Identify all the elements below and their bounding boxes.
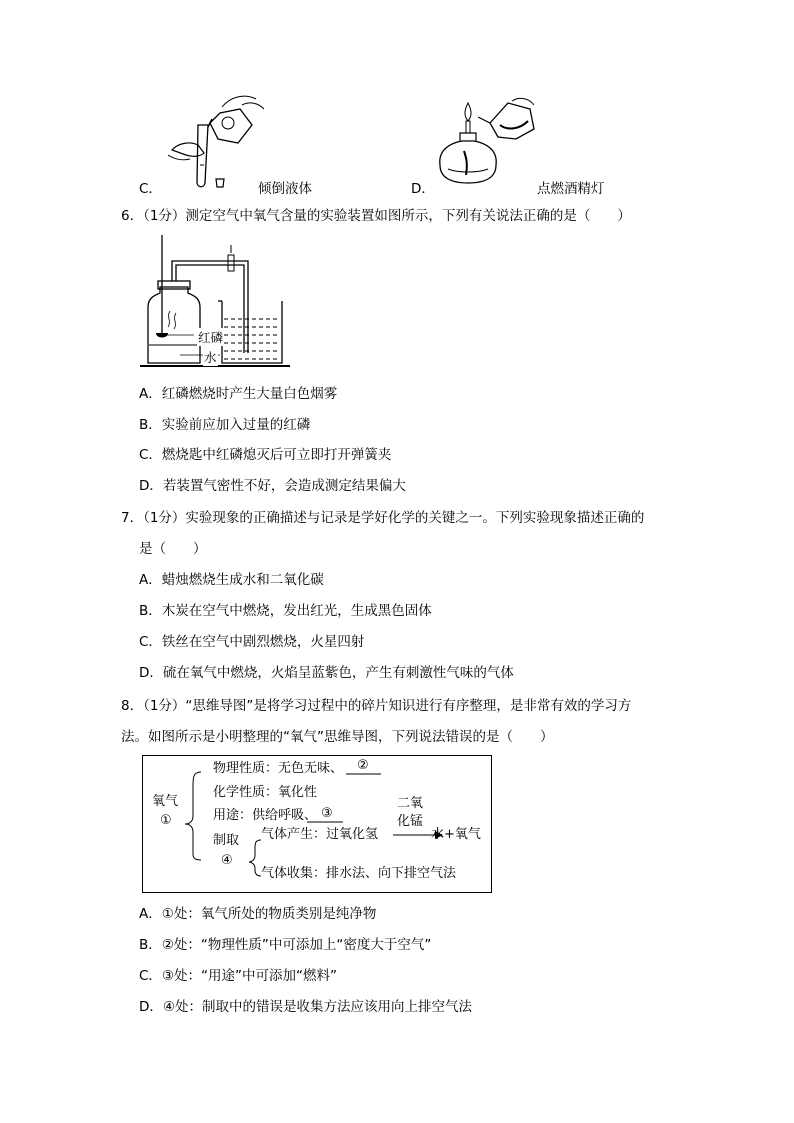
q7-option-b: B．木炭在空气中燃烧，发出红光，生成黑色固体 [139,603,432,619]
mm-use-mark: ③ [321,806,333,821]
mm-root-mark: ① [160,813,172,828]
q6-option-a: A．红磷燃烧时产生大量白色烟雾 [139,386,338,402]
label-water: 水 [204,350,217,365]
mm-chemical: 化学性质：氧化性 [213,785,318,800]
q7-option-c: C．铁丝在空气中剧烈燃烧，火星四射 [139,634,365,650]
q8-option-c: C．③处：“用途”中可添加“燃料” [139,968,338,984]
mm-gas-collect: 气体收集：排水法、向下排空气法 [261,866,457,881]
mm-prep: 制取 [213,833,240,848]
q7-stem-line1: 7．（1分）实验现象的正确描述与记录是学好化学的关键之一。下列实验现象描述正确的 [121,510,645,526]
q8-stem-line2: 法。如图所示是小明整理的“氧气”思维导图，下列说法错误的是（ ） [121,729,554,745]
label-red-phosphorus: 红磷 [198,330,224,345]
q8-stem-line1: 8．（1分）“思维导图”是将学习过程中的碎片知识进行有序整理，是非常有效的学习方 [121,698,632,714]
mm-product: 水+氧气 [431,827,481,842]
option-c-caption: 倾倒液体 [258,181,312,197]
q8-option-a: A．①处：氧气所处的物质类别是纯净物 [139,906,377,922]
q6-option-b: B．实验前应加入过量的红磷 [139,417,311,433]
oxygen-mind-map [142,755,492,893]
mm-root: 氧气 [152,794,179,809]
mm-use: 用途：供给呼吸、 [213,808,318,823]
mm-gas-produce: 气体产生：过氧化氢 [261,827,379,842]
q6-option-d: D．若装置气密性不好，会造成测定结果偏大 [139,478,406,494]
q6-stem: 6．（1分）测定空气中氧气含量的实验装置如图所示，下列有关说法正确的是（ ） [121,208,631,224]
option-d-caption: 点燃酒精灯 [537,181,605,197]
mm-physical: 物理性质：无色无味、 [213,761,344,776]
mm-catalyst-top: 二氧 [397,796,424,811]
mm-physical-mark: ② [357,758,369,773]
q6-option-c: C．燃烧匙中红磷熄灭后可立即打开弹簧夹 [139,447,392,463]
mm-prep-mark: ④ [221,853,233,868]
q8-option-b: B．②处：“物理性质”中可添加上“密度大于空气” [139,937,432,953]
q7-stem-line2: 是（ ） [139,541,207,557]
q8-option-d: D．④处：制取中的错误是收集方法应该用向上排空气法 [139,999,472,1015]
option-c-label: C． [139,181,162,197]
q7-option-d: D．硫在氧气中燃烧，火焰呈蓝紫色，产生有刺激性气味的气体 [139,665,514,681]
option-d-label: D． [411,181,435,197]
mm-catalyst-bottom: 化锰 [397,814,424,829]
q7-option-a: A．蜡烛燃烧生成水和二氧化碳 [139,572,324,588]
